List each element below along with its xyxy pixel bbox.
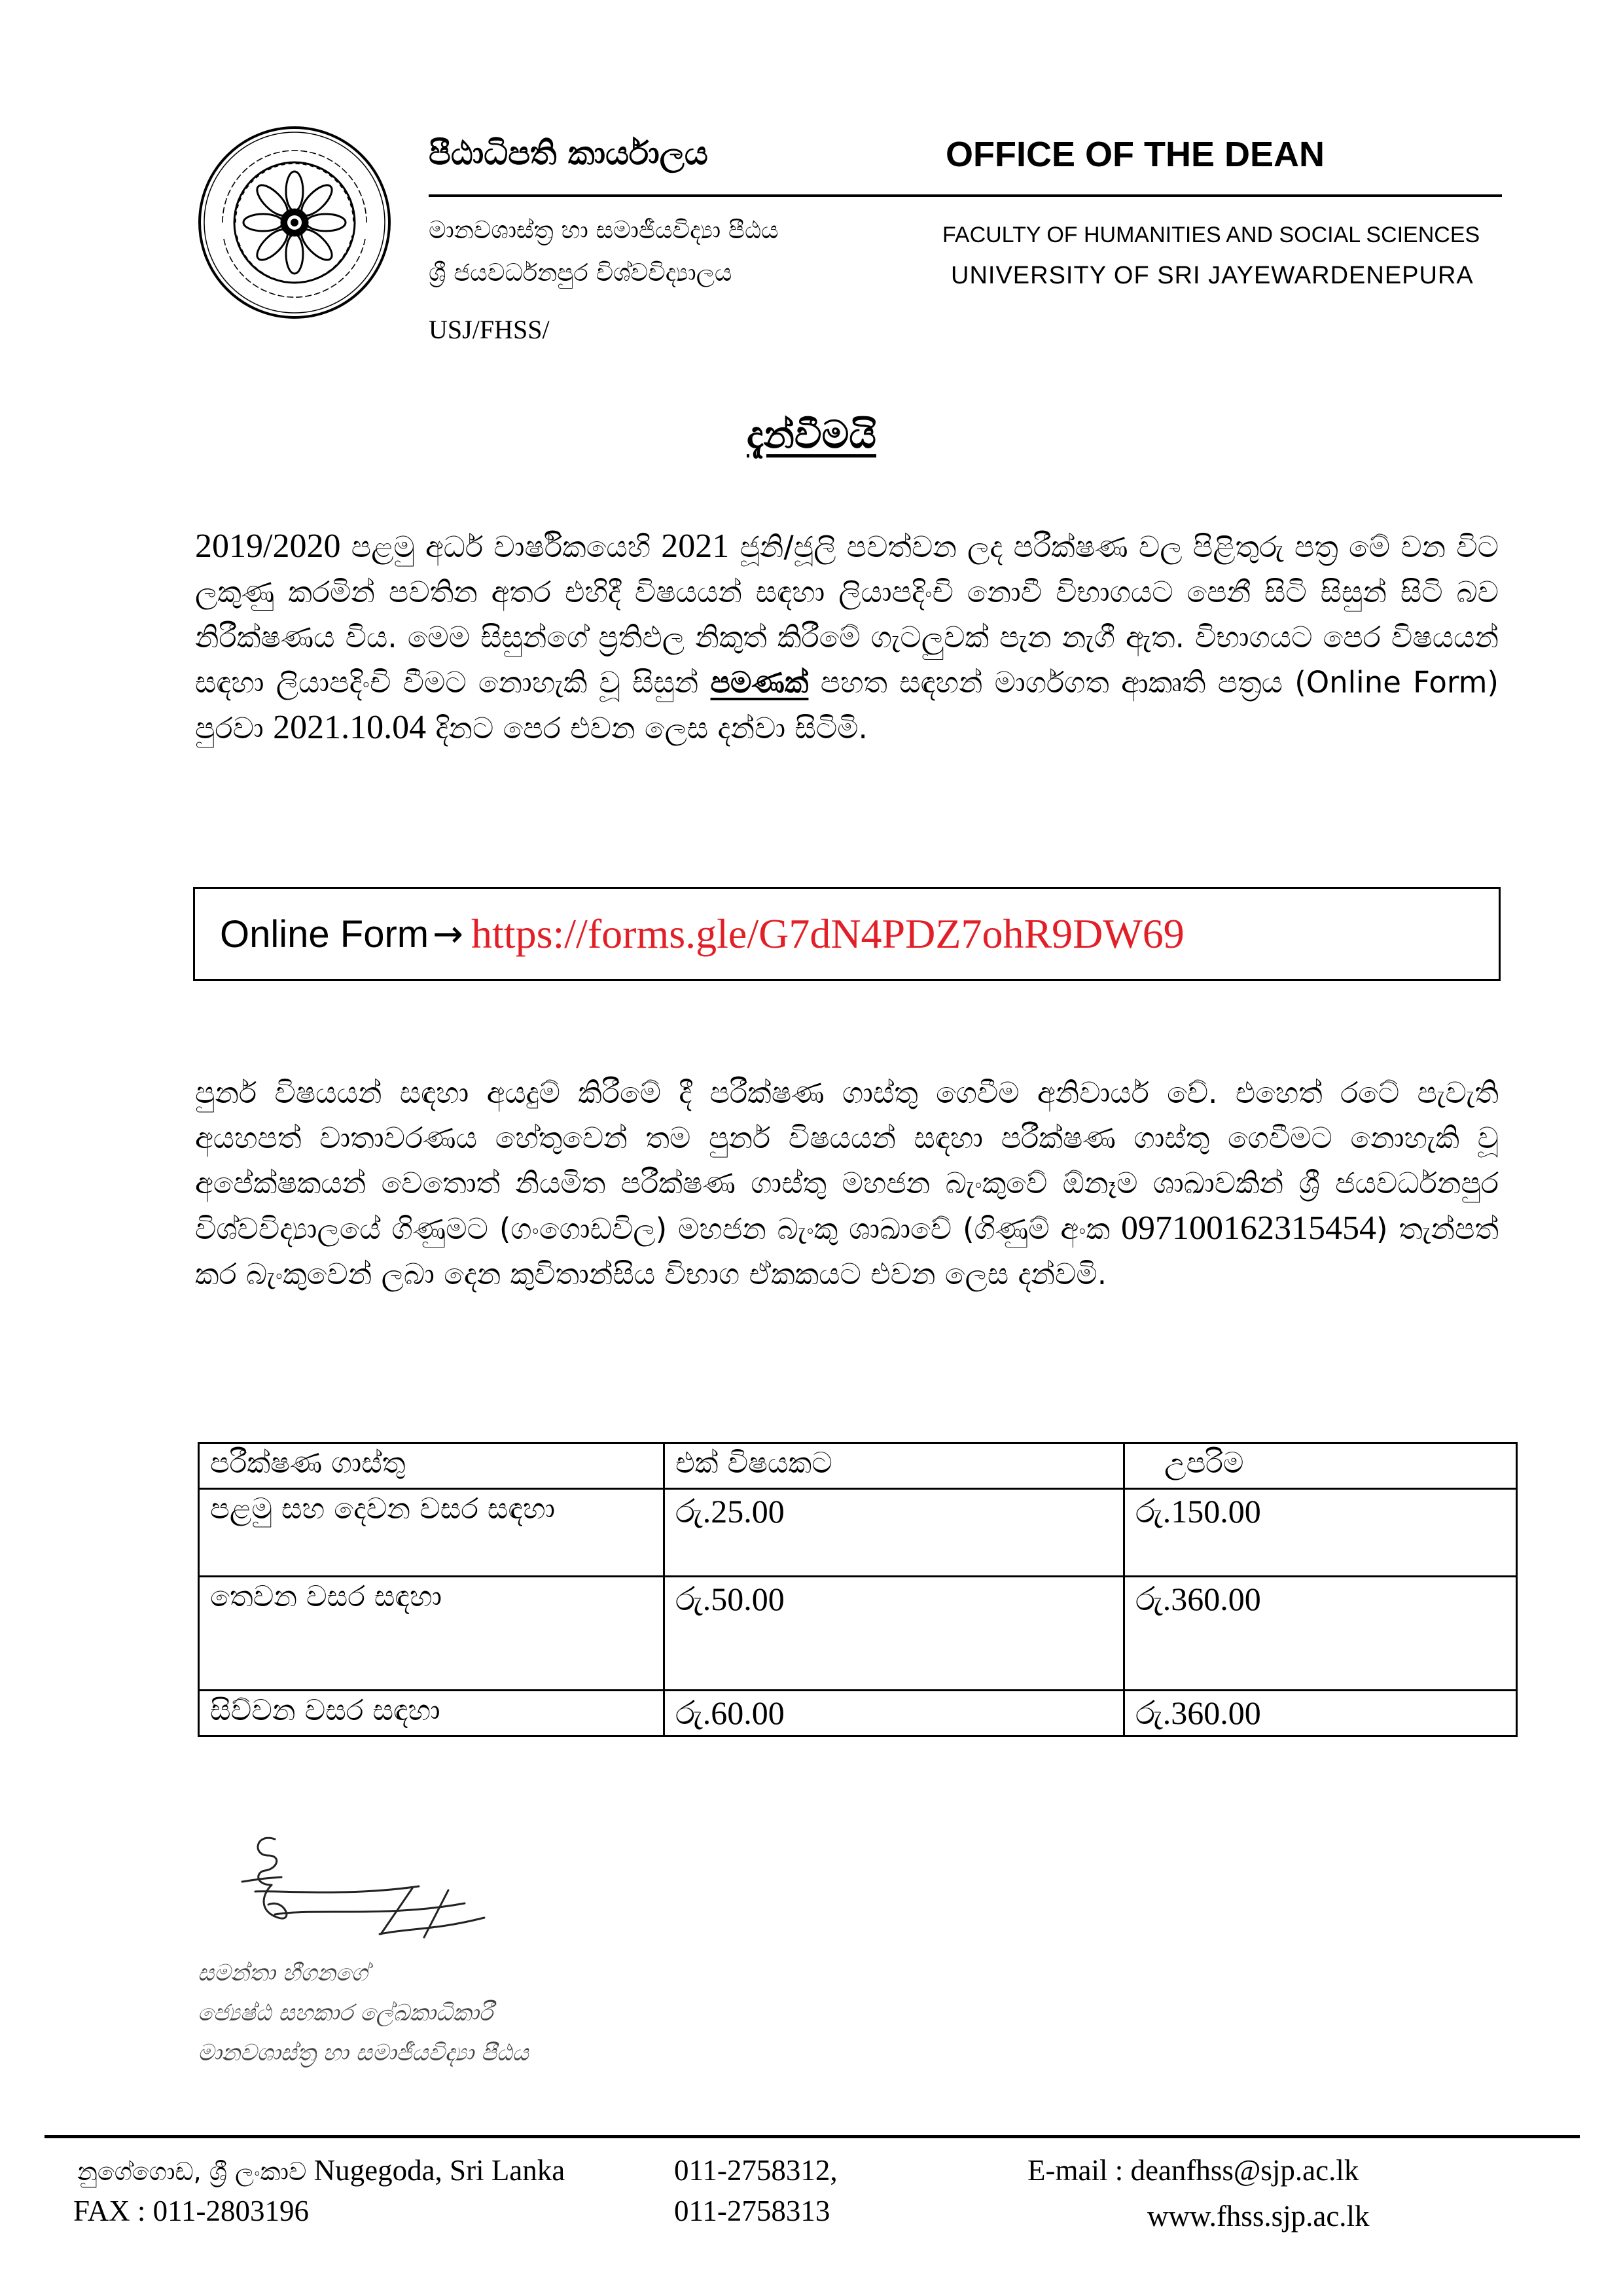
bank-account-number: 097100162315454 xyxy=(1120,1210,1376,1247)
table-cell-fee-max: රු.360.00 xyxy=(1124,1577,1517,1691)
signatory-faculty: මානවශාස්ත්‍ර හා සමාජීයවිද්‍යා පීඨය xyxy=(198,2040,529,2066)
university-name-sinhala: ශ්‍රී ජයවර්ධනපුර විශ්වවිද්‍යාලය xyxy=(429,259,732,287)
emphasis-only: පමණක් xyxy=(710,665,809,700)
footer-address xyxy=(77,2153,565,2187)
para1-text-e: දිනට පෙර එවන ලෙස දන්වා සිටිමි. xyxy=(426,711,868,745)
para1-text-b: පළමු අර්ධ වාර්ෂිකයෙහි xyxy=(340,529,662,564)
header-divider xyxy=(429,194,1502,197)
table-cell-fee-max: රු.150.00 xyxy=(1124,1489,1517,1577)
table-row xyxy=(199,1691,1517,1736)
table-cell-year: තෙවන වසර සඳහා xyxy=(199,1577,664,1691)
handwritten-signature xyxy=(216,1820,510,1950)
notice-heading xyxy=(0,412,1623,457)
academic-year: 2019/2020 xyxy=(195,528,341,565)
para2-text-b: ) තැන්පත් කර බැංකුවෙන් ලබා දෙන කුවිතාන්සිය විභාග ඒකකයට එවන ලෙස දන්වමි. xyxy=(195,1211,1499,1291)
para1-text-d: පහත සඳහන් මාර්ගගත ආකෘති පත්‍රය (Online Form) පුරවා xyxy=(195,665,1499,745)
reference-number: USJ/FHSS/ xyxy=(429,315,550,344)
university-seal-emblem xyxy=(196,124,393,321)
faculty-name-sinhala: මානවශාස්ත්‍ර හා සමාජීයවිද්‍යා පීඨය xyxy=(429,216,779,244)
table-row xyxy=(199,1489,1517,1577)
signatory-name: සමන්තා හීගනගේ xyxy=(198,1960,368,1986)
signatory-designation: ජ්‍යෙෂ්ඨ සහකාර ලේඛකාධිකාරී xyxy=(198,2000,493,2026)
footer-telephone-2: 011-2758313 xyxy=(674,2195,830,2227)
para1-text-c: ජූනි/ජූලි පවත්වන ලද පරීක්ෂණ වල පිළිතුරු පත්‍ර මේ වන විට ලකුණු කරමින් පවතින අතර එහිදී විෂයයන් සඳහා ලියාපදිංචි නොවී විභාගයට පෙනී සිටි සිසුන් සිටි බව නිරීක්ෂණය විය. මෙම සිසුන්ගේ ප්‍රතිඵල නිකුත් කිරීමේ ගැටලුවක් පැන නැගී ඇත. විභාගයට පෙර විෂයයන් සඳහා ලියාපදිංචි වීමට නොහැකි වූ සිසුන් xyxy=(195,529,1499,700)
table-cell-fee-per-subject: රු.60.00 xyxy=(664,1691,1124,1736)
notice-title: දැන්වීමයි xyxy=(747,412,876,457)
notice-paragraph-1 xyxy=(195,524,1499,751)
table-cell-fee-per-subject: රු.25.00 xyxy=(664,1489,1124,1577)
office-title-sinhala: පීඨාධිපති කාර්යාලය xyxy=(429,134,708,172)
table-header-cell: උපරිම xyxy=(1124,1443,1517,1489)
table-cell-fee-max: රු.360.00 xyxy=(1124,1691,1517,1736)
table-header-cell: එක් විෂයකට xyxy=(664,1443,1124,1489)
para2-text-a: පුනර් විෂයයන් සඳහා අයදුම් කිරීමේ දී පරීක්ෂණ ගාස්තු ගෙවීම අනිවාර්ය වේ. එහෙත් රටේ පැවැති අයහපත් වාතාවරණය හේතුවෙන් තම පුනර් විෂයයන් සඳහා පරීක්ෂණ ගාස්තු ගෙවීමට නොහැකි වූ අපේක්ෂකයන් වෙතොත් නියමිත පරීක්ෂණ ගාස්තු මහජන බැංකුවේ ඕනෑම ශාඛාවකින් ශ්‍රී ජයවර්ධනපුර විශ්වවිද්‍යාලයේ ගිණුමට (ගංගොඩවිල) මහජන බැංකු ශාඛාවේ (ගිණුම් අංක xyxy=(195,1075,1499,1246)
address-english: Nugegoda, Sri Lanka xyxy=(313,2154,565,2187)
signatory-block xyxy=(198,1954,529,2073)
faculty-name-english: FACULTY OF HUMANITIES AND SOCIAL SCIENCES xyxy=(942,223,1480,247)
table-header-cell: පරීක්ෂණ ගාස්තු xyxy=(199,1443,664,1489)
table-cell-year: පළමු සහ දෙවන වසර සඳහා xyxy=(199,1489,664,1577)
footer-email[interactable]: E-mail : deanfhss@sjp.ac.lk xyxy=(1027,2154,1359,2187)
table-cell-year: සිව්වන වසර සඳහා xyxy=(199,1691,664,1736)
exam-year: 2021 xyxy=(661,528,730,565)
footer-website[interactable]: www.fhss.sjp.ac.lk xyxy=(1147,2200,1370,2233)
online-form-label: Online Form xyxy=(220,912,429,956)
exam-fees-table xyxy=(198,1442,1518,1737)
office-title-english: OFFICE OF THE DEAN xyxy=(946,135,1325,174)
online-form-box xyxy=(193,887,1501,981)
university-name-english: UNIVERSITY OF SRI JAYEWARDENEPURA xyxy=(951,262,1474,289)
table-cell-fee-per-subject: රු.50.00 xyxy=(664,1577,1124,1691)
table-row xyxy=(199,1577,1517,1691)
online-form-link[interactable]: https://forms.gle/G7dN4PDZ7ohR9DW69 xyxy=(471,910,1185,957)
footer-divider xyxy=(45,2135,1580,2138)
footer-fax: FAX : 011-2803196 xyxy=(73,2195,309,2227)
deadline-date: 2021.10.04 xyxy=(273,709,427,746)
address-sinhala: නුගේගොඩ, ශ්‍රී ලංකාව xyxy=(77,2157,307,2186)
table-header-row xyxy=(199,1443,1517,1489)
footer-telephone-1: 011-2758312, xyxy=(674,2154,838,2187)
arrow-right-icon: → xyxy=(433,912,464,956)
notice-paragraph-2 xyxy=(195,1070,1499,1297)
